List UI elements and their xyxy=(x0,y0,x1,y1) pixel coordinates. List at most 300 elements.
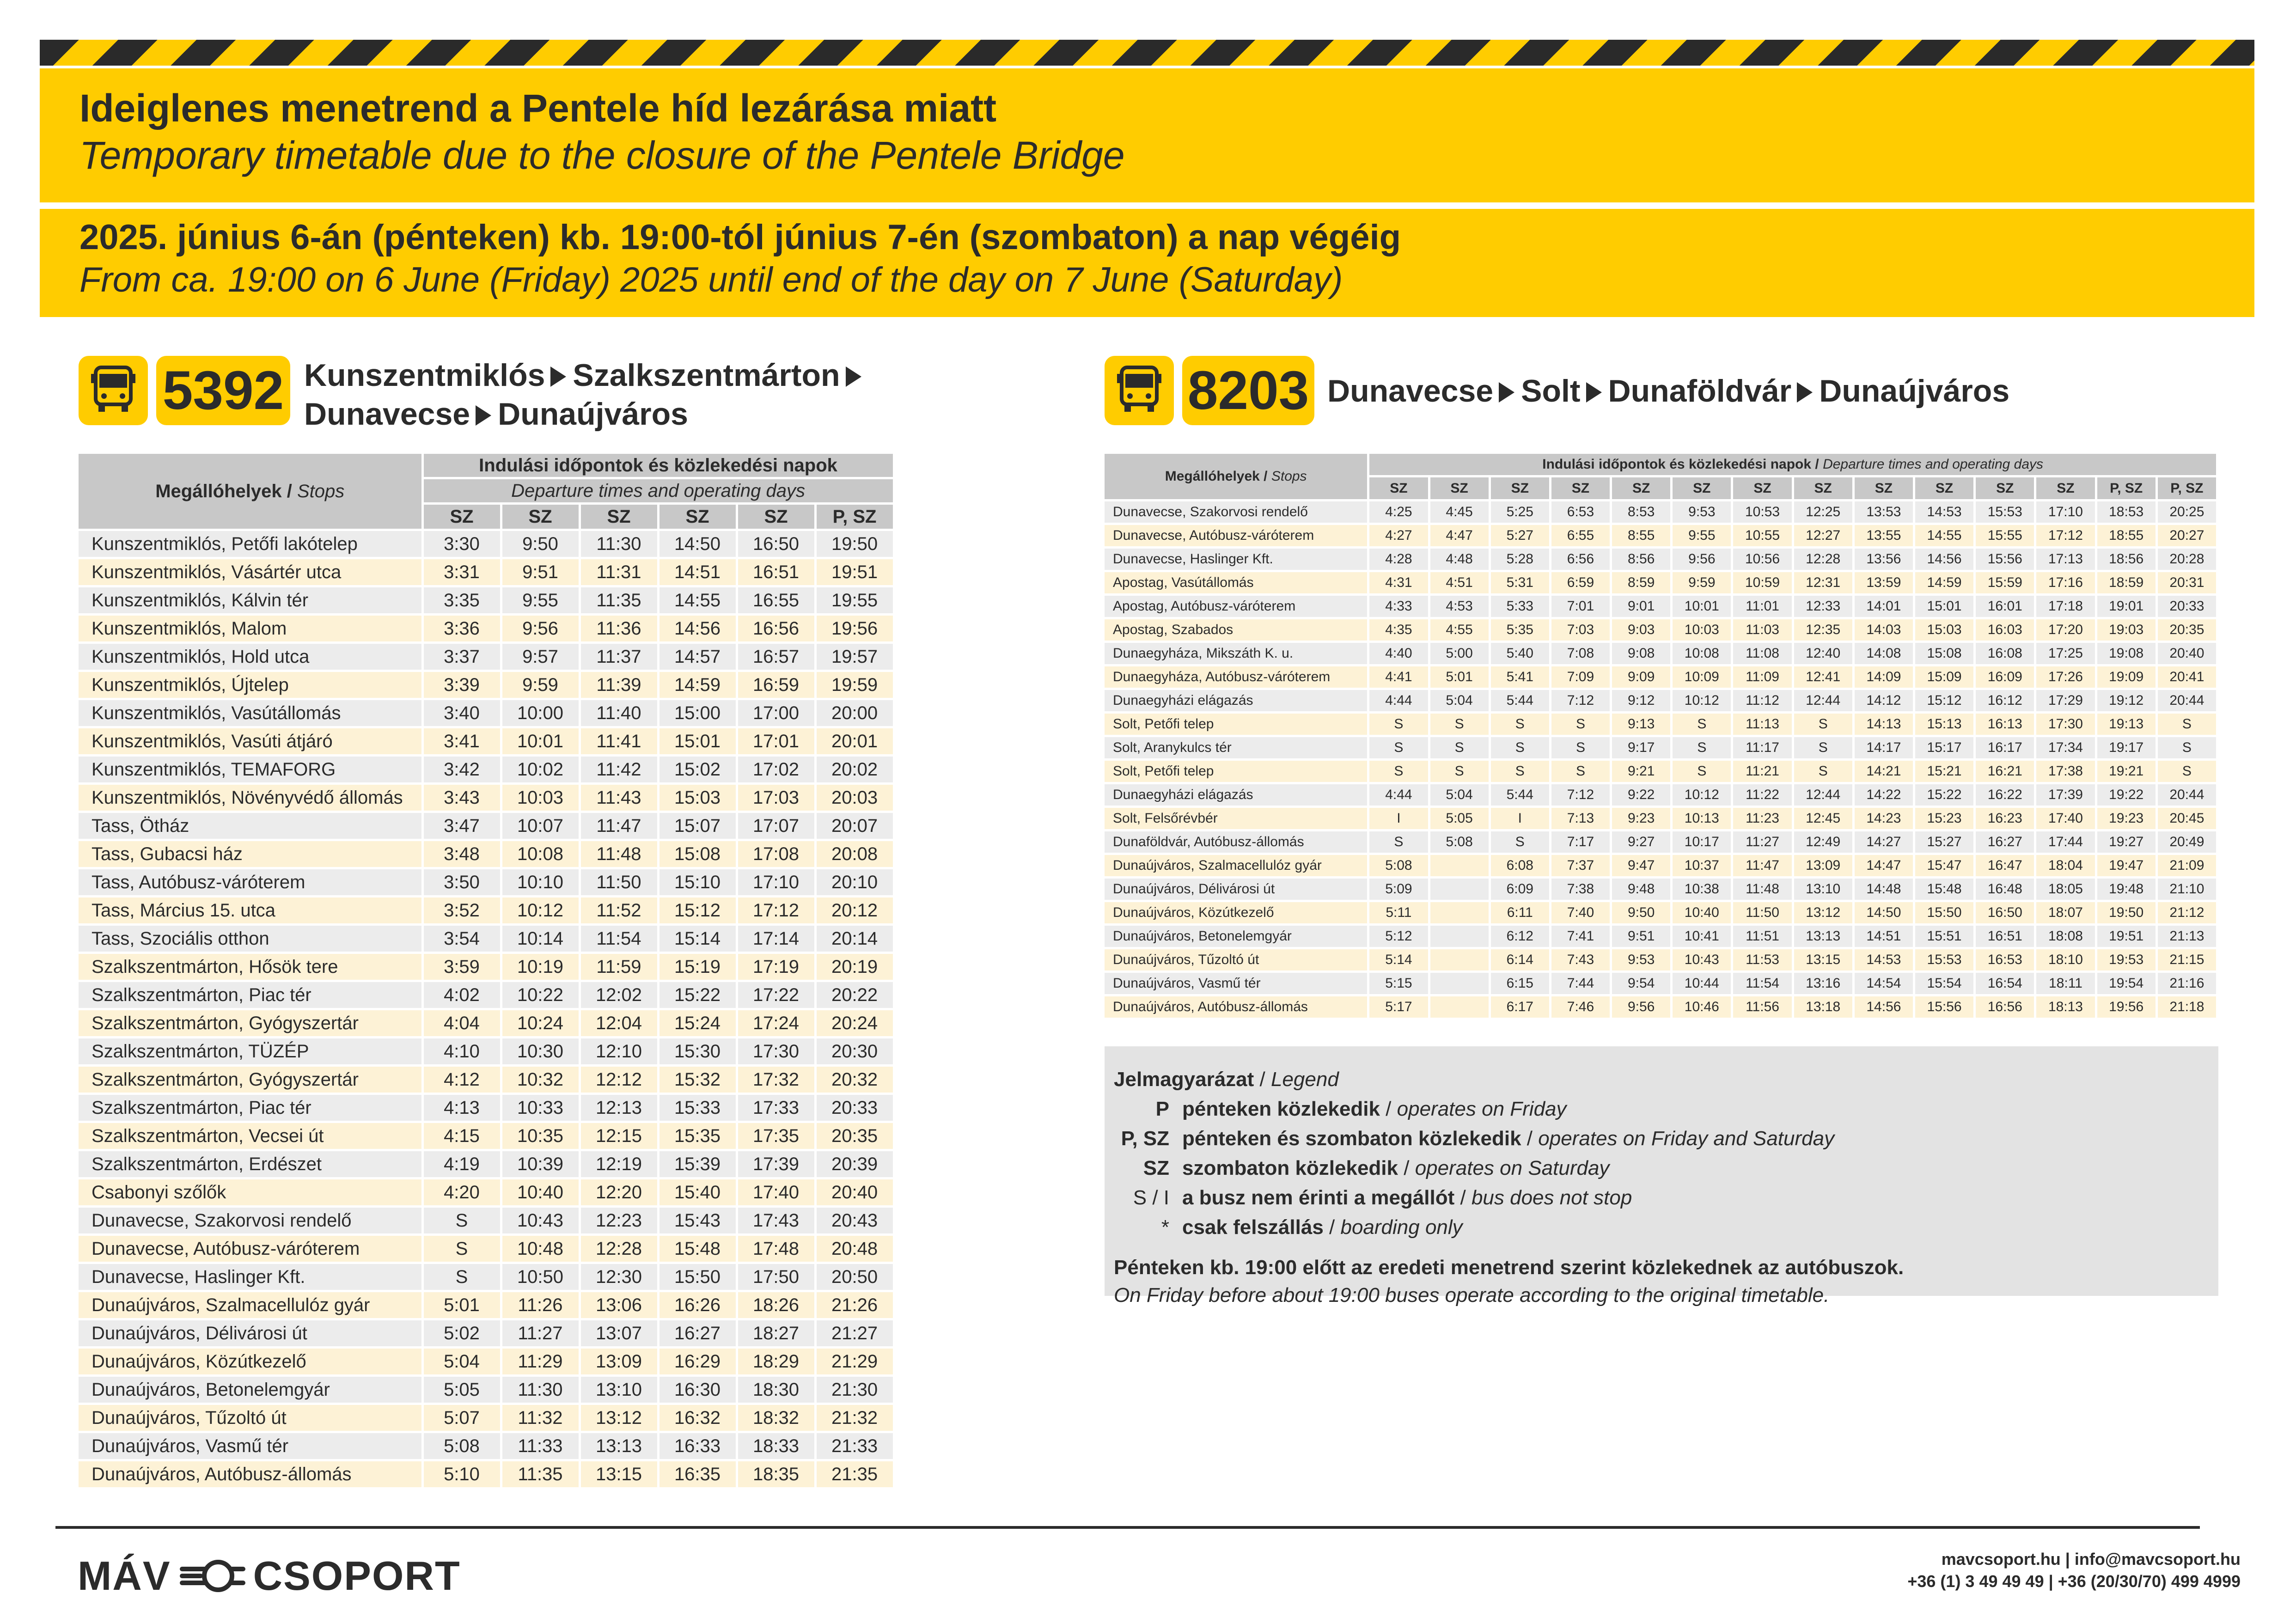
departure-time: 18:59 xyxy=(2096,571,2156,595)
departure-time: 9:56 xyxy=(1672,548,1732,571)
departure-time: 12:31 xyxy=(1793,571,1853,595)
departure-time: 20:19 xyxy=(815,953,894,981)
departure-time: 12:41 xyxy=(1793,665,1853,689)
departure-time: 9:55 xyxy=(1672,524,1732,548)
date-band xyxy=(40,209,2254,317)
departures-header: Indulási időpontok és közlekedési napok / Departure times and operating days xyxy=(1368,454,2217,476)
departure-time: 4:47 xyxy=(1429,524,1490,548)
departure-time: S xyxy=(1368,713,1429,736)
departure-time: 5:17 xyxy=(1368,995,1429,1019)
logo-text-right: CSOPORT xyxy=(253,1553,461,1599)
departure-time: 5:04 xyxy=(1429,783,1490,807)
route-8203-heading xyxy=(1105,356,2214,430)
departure-time: 5:02 xyxy=(422,1319,501,1348)
departure-time: 7:08 xyxy=(1550,642,1611,665)
departure-time: 15:27 xyxy=(1914,830,1975,854)
stop-name: Szalkszentmárton, Piac tér xyxy=(79,981,422,1009)
legend-symbol: S / I xyxy=(1133,1186,1169,1209)
departure-time: 10:02 xyxy=(501,756,580,784)
departure-time: 18:33 xyxy=(737,1432,815,1460)
stop-name: Apostag, Autóbusz-váróterem xyxy=(1105,595,1368,618)
departure-time: 13:07 xyxy=(580,1319,658,1348)
departure-time: 16:51 xyxy=(737,558,815,586)
departure-time: 8:53 xyxy=(1611,501,1672,524)
departure-time: 10:40 xyxy=(501,1178,580,1207)
departure-time: 14:59 xyxy=(1914,571,1975,595)
day-code-header: P, SZ xyxy=(2156,476,2217,501)
departure-time: 9:59 xyxy=(1672,571,1732,595)
stop-name: Apostag, Szabados xyxy=(1105,618,1368,642)
departure-time: 10:07 xyxy=(501,812,580,840)
departure-time: 17:44 xyxy=(2035,830,2096,854)
departure-time: 17:24 xyxy=(737,1009,815,1038)
departure-time: 15:19 xyxy=(658,953,737,981)
departure-time: 16:50 xyxy=(1975,901,2035,925)
departure-time: 15:08 xyxy=(1914,642,1975,665)
stop-name: Dunavecse, Autóbusz-váróterem xyxy=(79,1235,422,1263)
departure-time: 11:51 xyxy=(1732,925,1793,948)
table-row xyxy=(1105,548,2217,571)
departure-time: 3:37 xyxy=(422,643,501,671)
legend-symbol: P, SZ xyxy=(1121,1127,1169,1150)
route-number: 8203 xyxy=(1182,356,1314,425)
departure-time: 15:01 xyxy=(658,727,737,756)
departure-time: 14:56 xyxy=(1914,548,1975,571)
arrow-right-icon xyxy=(1797,382,1813,403)
table-row xyxy=(1105,878,2217,901)
departure-time: 11:13 xyxy=(1732,713,1793,736)
departure-time: 13:15 xyxy=(1793,948,1853,972)
departure-time: 20:27 xyxy=(2156,524,2217,548)
departure-time: S xyxy=(1490,736,1550,760)
stop-name: Dunaújváros, Közútkezelő xyxy=(79,1348,422,1376)
departure-time: 14:54 xyxy=(1853,972,1914,995)
stop-name: Dunaújváros, Autóbusz-állomás xyxy=(79,1460,422,1489)
departure-time: 21:10 xyxy=(2156,878,2217,901)
departure-time: 17:19 xyxy=(737,953,815,981)
departure-time: S xyxy=(1550,713,1611,736)
departure-time: 11:47 xyxy=(580,812,658,840)
departure-time: 19:23 xyxy=(2096,807,2156,830)
table-row xyxy=(1105,925,2217,948)
departure-time: 10:55 xyxy=(1732,524,1793,548)
departure-time: S xyxy=(422,1207,501,1235)
departure-time: S xyxy=(1429,736,1490,760)
stop-name: Dunavecse, Haslinger Kft. xyxy=(79,1263,422,1291)
departure-time: 10:50 xyxy=(501,1263,580,1291)
day-code-header: SZ xyxy=(1490,476,1550,501)
departure-time: 17:10 xyxy=(2035,501,2096,524)
departure-time: 3:40 xyxy=(422,699,501,727)
departure-time: 19:47 xyxy=(2096,854,2156,878)
departure-time: 18:56 xyxy=(2096,548,2156,571)
table-row xyxy=(1105,830,2217,854)
departure-time: 19:55 xyxy=(815,586,894,615)
departure-time: 16:35 xyxy=(658,1460,737,1489)
table-row xyxy=(1105,595,2217,618)
departure-time: 15:48 xyxy=(658,1235,737,1263)
legend-item: P pénteken közlekedik / operates on Friday xyxy=(1114,1094,2218,1124)
day-code-header: SZ xyxy=(2035,476,2096,501)
departure-time: 3:42 xyxy=(422,756,501,784)
departure-time: 16:56 xyxy=(737,615,815,643)
departure-time: 3:47 xyxy=(422,812,501,840)
table-row xyxy=(1105,807,2217,830)
departure-time: 20:40 xyxy=(2156,642,2217,665)
departure-time: 11:22 xyxy=(1732,783,1793,807)
departure-time: 9:56 xyxy=(501,615,580,643)
departure-time: 11:17 xyxy=(1732,736,1793,760)
departure-time: 10:43 xyxy=(501,1207,580,1235)
day-code-header: SZ xyxy=(737,504,815,530)
departure-time: 7:38 xyxy=(1550,878,1611,901)
departure-time: 20:43 xyxy=(815,1207,894,1235)
departure-time: 5:14 xyxy=(1368,948,1429,972)
legend-item: * csak felszállás / boarding only xyxy=(1114,1213,2218,1242)
departure-time: 17:50 xyxy=(737,1263,815,1291)
departure-time: 20:40 xyxy=(815,1178,894,1207)
departure-time: 17:22 xyxy=(737,981,815,1009)
departure-time xyxy=(1429,925,1490,948)
departure-time: 15:14 xyxy=(658,925,737,953)
table-row xyxy=(1105,854,2217,878)
departure-time: 15:47 xyxy=(1914,854,1975,878)
email-link[interactable]: info@mavcsoport.hu xyxy=(2074,1550,2241,1569)
departure-time: 16:56 xyxy=(1975,995,2035,1019)
day-code-header: SZ xyxy=(1611,476,1672,501)
departure-time: 12:10 xyxy=(580,1038,658,1066)
departure-time: 17:13 xyxy=(2035,548,2096,571)
departure-time: 5:15 xyxy=(1368,972,1429,995)
departure-time: 20:44 xyxy=(2156,689,2217,713)
departure-time: 13:53 xyxy=(1853,501,1914,524)
table-row xyxy=(79,643,894,671)
departure-time: 15:12 xyxy=(658,897,737,925)
departure-time: 18:53 xyxy=(2096,501,2156,524)
stop-name: Dunavecse, Haslinger Kft. xyxy=(1105,548,1368,571)
departure-time: 19:56 xyxy=(815,615,894,643)
departure-time: S xyxy=(1490,830,1550,854)
departure-time: 11:08 xyxy=(1732,642,1793,665)
departure-time: 14:56 xyxy=(1853,995,1914,1019)
table-row xyxy=(79,756,894,784)
departure-time: 20:12 xyxy=(815,897,894,925)
departure-time: 19:54 xyxy=(2096,972,2156,995)
route-number: 5392 xyxy=(156,356,290,425)
stop-name: Dunaújváros, Tűzoltó út xyxy=(1105,948,1368,972)
departure-time: 16:29 xyxy=(658,1348,737,1376)
departure-time: 17:20 xyxy=(2035,618,2096,642)
route-stop: Kunszentmiklós xyxy=(304,358,545,393)
departure-time: 19:01 xyxy=(2096,595,2156,618)
departure-time: 13:09 xyxy=(1793,854,1853,878)
departure-time: 20:32 xyxy=(815,1066,894,1094)
departure-time: 4:02 xyxy=(422,981,501,1009)
stop-name: Apostag, Vasútállomás xyxy=(1105,571,1368,595)
departure-time: 20:07 xyxy=(815,812,894,840)
table-row xyxy=(1105,783,2217,807)
departure-time: 17:32 xyxy=(737,1066,815,1094)
departure-time: 14:01 xyxy=(1853,595,1914,618)
stop-name: Dunaegyháza, Mikszáth K. u. xyxy=(1105,642,1368,665)
departure-time: 3:31 xyxy=(422,558,501,586)
departure-time: 11:09 xyxy=(1732,665,1793,689)
departure-time: 16:27 xyxy=(658,1319,737,1348)
departure-time: 11:50 xyxy=(580,868,658,897)
website-link[interactable]: mavcsoport.hu xyxy=(1941,1550,2061,1569)
departure-time: 21:35 xyxy=(815,1460,894,1489)
departure-time: 20:35 xyxy=(815,1122,894,1150)
departure-time: 13:10 xyxy=(1793,878,1853,901)
departure-time: 3:54 xyxy=(422,925,501,953)
departure-time: 15:10 xyxy=(658,868,737,897)
table-row xyxy=(1105,642,2217,665)
table-row xyxy=(79,981,894,1009)
departure-time: 4:10 xyxy=(422,1038,501,1066)
logo-mark-icon xyxy=(177,1555,247,1597)
departure-time: 19:12 xyxy=(2096,689,2156,713)
departure-time: 6:17 xyxy=(1490,995,1550,1019)
stop-name: Dunaújváros, Vasmű tér xyxy=(1105,972,1368,995)
stop-name: Kunszentmiklós, Malom xyxy=(79,615,422,643)
departure-time: 12:30 xyxy=(580,1263,658,1291)
departure-time: 21:29 xyxy=(815,1348,894,1376)
departure-time: 4:28 xyxy=(1368,548,1429,571)
departure-time: 21:12 xyxy=(2156,901,2217,925)
departure-time: 11:43 xyxy=(580,784,658,812)
departure-time: 12:28 xyxy=(1793,548,1853,571)
departure-time: 15:32 xyxy=(658,1066,737,1094)
departure-time: 9:08 xyxy=(1611,642,1672,665)
departure-time: 20:33 xyxy=(815,1094,894,1122)
table-row xyxy=(79,1009,894,1038)
stop-name: Dunaegyházi elágazás xyxy=(1105,689,1368,713)
departure-time: 8:59 xyxy=(1611,571,1672,595)
departure-time: 4:35 xyxy=(1368,618,1429,642)
departure-time: 3:41 xyxy=(422,727,501,756)
stop-name: Kunszentmiklós, TEMAFORG xyxy=(79,756,422,784)
departure-time: 6:55 xyxy=(1550,524,1611,548)
departure-time: 16:26 xyxy=(658,1291,737,1319)
departure-time: 9:48 xyxy=(1611,878,1672,901)
departure-time: 16:33 xyxy=(658,1432,737,1460)
departure-time: S xyxy=(1793,760,1853,783)
departure-time: 12:23 xyxy=(580,1207,658,1235)
departure-time: 18:32 xyxy=(737,1404,815,1432)
departure-time: S xyxy=(1368,736,1429,760)
departure-time: 4:48 xyxy=(1429,548,1490,571)
departure-time: 11:21 xyxy=(1732,760,1793,783)
stop-name: Szalkszentmárton, Vecsei út xyxy=(79,1122,422,1150)
departure-time: 10:08 xyxy=(1672,642,1732,665)
table-row xyxy=(79,784,894,812)
departure-time: 5:05 xyxy=(1429,807,1490,830)
departure-time: 19:50 xyxy=(815,530,894,558)
table-row xyxy=(79,1094,894,1122)
day-code-header: SZ xyxy=(1975,476,2035,501)
departure-time: 20:39 xyxy=(815,1150,894,1178)
departure-time: 10:48 xyxy=(501,1235,580,1263)
departure-time: 19:22 xyxy=(2096,783,2156,807)
departure-time: 5:44 xyxy=(1490,689,1550,713)
date-hu: 2025. június 6-án (pénteken) kb. 19:00-tól június 7-én (szombaton) a nap végéig xyxy=(79,218,1401,257)
departure-time: 15:03 xyxy=(658,784,737,812)
departure-time: 21:18 xyxy=(2156,995,2217,1019)
departure-time: 14:09 xyxy=(1853,665,1914,689)
departure-time: 6:09 xyxy=(1490,878,1550,901)
departure-time: 15:30 xyxy=(658,1038,737,1066)
arrow-right-icon xyxy=(476,405,491,426)
arrow-right-icon xyxy=(846,366,861,387)
phone-numbers: +36 (1) 3 49 49 49 | +36 (20/30/70) 499 4999 xyxy=(1907,1572,2241,1591)
departure-time: 11:41 xyxy=(580,727,658,756)
route-stop: Dunavecse xyxy=(1327,373,1494,409)
day-code-header: SZ xyxy=(658,504,737,530)
departure-time: 13:55 xyxy=(1853,524,1914,548)
departure-time: 10:01 xyxy=(1672,595,1732,618)
day-code-header: SZ xyxy=(422,504,501,530)
departure-time: 17:12 xyxy=(2035,524,2096,548)
table-row xyxy=(79,1263,894,1291)
departure-time: 12:25 xyxy=(1793,501,1853,524)
departure-time: 10:01 xyxy=(501,727,580,756)
departure-time: 5:04 xyxy=(1429,689,1490,713)
table-row xyxy=(79,558,894,586)
departure-time: 11:37 xyxy=(580,643,658,671)
departure-time: 14:55 xyxy=(658,586,737,615)
departure-time: 14:57 xyxy=(658,643,737,671)
departure-time: 9:54 xyxy=(1611,972,1672,995)
departure-time: 5:09 xyxy=(1368,878,1429,901)
departure-time: 9:17 xyxy=(1611,736,1672,760)
departure-time: 19:48 xyxy=(2096,878,2156,901)
departure-time: 9:13 xyxy=(1611,713,1672,736)
departure-time: 16:48 xyxy=(1975,878,2035,901)
table-row xyxy=(79,1122,894,1150)
departure-time: 16:30 xyxy=(658,1376,737,1404)
departure-time: 15:00 xyxy=(658,699,737,727)
departure-time: 21:16 xyxy=(2156,972,2217,995)
departure-time: 7:37 xyxy=(1550,854,1611,878)
departure-time: 14:03 xyxy=(1853,618,1914,642)
table-row xyxy=(79,953,894,981)
table-row xyxy=(79,1404,894,1432)
departure-time: 17:00 xyxy=(737,699,815,727)
departure-time: 15:53 xyxy=(1975,501,2035,524)
departure-time: 18:26 xyxy=(737,1291,815,1319)
timetable-8203 xyxy=(1105,454,2218,1020)
departure-time: 13:12 xyxy=(1793,901,1853,925)
departure-time: 9:22 xyxy=(1611,783,1672,807)
title-band xyxy=(40,68,2254,202)
departure-time: 16:59 xyxy=(737,671,815,699)
departure-time: 18:30 xyxy=(737,1376,815,1404)
departure-time: 14:13 xyxy=(1853,713,1914,736)
departure-time: 14:53 xyxy=(1914,501,1975,524)
departure-time: 11:35 xyxy=(580,586,658,615)
departure-time: 11:56 xyxy=(1732,995,1793,1019)
departure-time: 11:27 xyxy=(501,1319,580,1348)
table-row xyxy=(1105,995,2217,1019)
table-row xyxy=(79,1207,894,1235)
date-en: From ca. 19:00 on 6 June (Friday) 2025 until end of the day on 7 June (Saturday) xyxy=(79,260,1343,299)
departure-time: 10:13 xyxy=(1672,807,1732,830)
departure-time: 3:50 xyxy=(422,868,501,897)
departure-time: 9:50 xyxy=(501,530,580,558)
departure-time: 15:54 xyxy=(1914,972,1975,995)
stop-name: Kunszentmiklós, Vasúti átjáró xyxy=(79,727,422,756)
departure-time: 19:13 xyxy=(2096,713,2156,736)
departure-time: 19:51 xyxy=(2096,925,2156,948)
departure-time: 17:48 xyxy=(737,1235,815,1263)
departure-time: 4:45 xyxy=(1429,501,1490,524)
departure-time: 15:09 xyxy=(1914,665,1975,689)
departure-time: 7:03 xyxy=(1550,618,1611,642)
departure-time: S xyxy=(1429,713,1490,736)
departure-time: 10:12 xyxy=(1672,783,1732,807)
departure-time: 15:12 xyxy=(1914,689,1975,713)
departure-time: 14:51 xyxy=(1853,925,1914,948)
departure-time: 7:17 xyxy=(1550,830,1611,854)
departure-time: 17:02 xyxy=(737,756,815,784)
stop-name: Solt, Felsőrévbér xyxy=(1105,807,1368,830)
departure-time: 4:20 xyxy=(422,1178,501,1207)
departures-header-en: Departure times and operating days xyxy=(422,478,894,504)
departure-time: 11:12 xyxy=(1732,689,1793,713)
route-path xyxy=(304,356,868,433)
departure-time: 20:22 xyxy=(815,981,894,1009)
departure-time: 19:17 xyxy=(2096,736,2156,760)
departure-time: 17:29 xyxy=(2035,689,2096,713)
departure-time: 14:50 xyxy=(1853,901,1914,925)
departure-time: 14:48 xyxy=(1853,878,1914,901)
departure-time: 15:51 xyxy=(1914,925,1975,948)
departure-time: 16:01 xyxy=(1975,595,2035,618)
departure-time: 3:43 xyxy=(422,784,501,812)
departure-time: 7:01 xyxy=(1550,595,1611,618)
departure-time: 15:48 xyxy=(1914,878,1975,901)
departure-time: 13:16 xyxy=(1793,972,1853,995)
departure-time: 19:08 xyxy=(2096,642,2156,665)
departure-time: 15:35 xyxy=(658,1122,737,1150)
departure-time: 17:01 xyxy=(737,727,815,756)
departure-time: 21:32 xyxy=(815,1404,894,1432)
departure-time: 21:33 xyxy=(815,1432,894,1460)
stop-name: Solt, Petőfi telep xyxy=(1105,760,1368,783)
departure-time: 17:10 xyxy=(737,868,815,897)
departure-time: 17:25 xyxy=(2035,642,2096,665)
departure-time: 18:11 xyxy=(2035,972,2096,995)
departure-time: 11:32 xyxy=(501,1404,580,1432)
bus-icon xyxy=(79,356,148,425)
departure-time: 16:09 xyxy=(1975,665,2035,689)
departure-time: 14:53 xyxy=(1853,948,1914,972)
departure-time: 7:46 xyxy=(1550,995,1611,1019)
departure-time: 5:25 xyxy=(1490,501,1550,524)
departure-time: 11:52 xyxy=(580,897,658,925)
stop-name: Dunaújváros, Vasmű tér xyxy=(79,1432,422,1460)
departure-time: 13:09 xyxy=(580,1348,658,1376)
departure-time: 14:51 xyxy=(658,558,737,586)
departure-time: 12:35 xyxy=(1793,618,1853,642)
footer-divider xyxy=(55,1526,2200,1529)
departure-time: 6:56 xyxy=(1550,548,1611,571)
timetable-5392 xyxy=(79,454,895,1490)
table-row xyxy=(1105,948,2217,972)
departure-time: 4:44 xyxy=(1368,783,1429,807)
stop-name: Tass, Március 15. utca xyxy=(79,897,422,925)
day-code-header: SZ xyxy=(1429,476,1490,501)
